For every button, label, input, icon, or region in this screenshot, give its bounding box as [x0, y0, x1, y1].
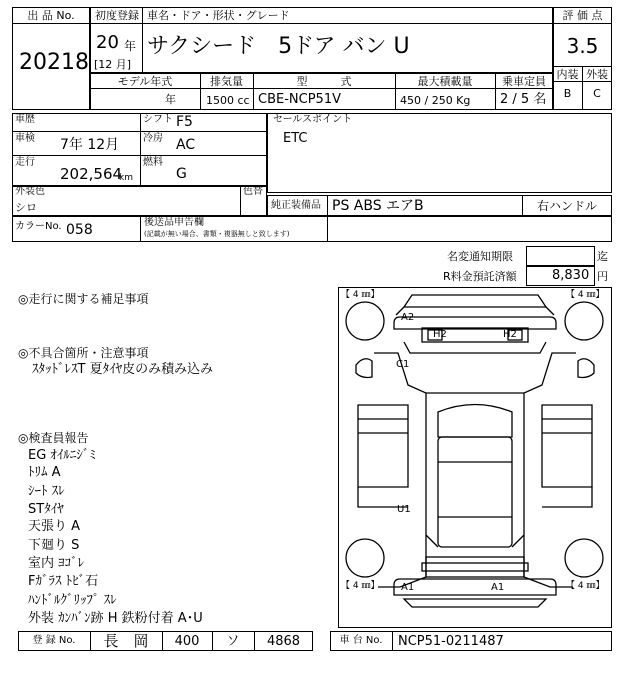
- shift-label: シフト: [143, 114, 173, 125]
- fuel-label: 燃料: [143, 157, 163, 168]
- inspection-value: 7年 12月: [60, 137, 120, 153]
- defect-note-line: ｽﾀｯﾄﾞﾚｽT 夏ﾀｲﾔ皮のみ積み込み: [32, 362, 214, 377]
- equipment-value: PS ABS エアB: [332, 198, 424, 214]
- color-change-label: 色替: [243, 186, 263, 197]
- chassis-label: 車 台 No.: [339, 635, 383, 646]
- tire-front-left: [346, 302, 384, 340]
- sales-point-value: ETC: [283, 131, 308, 146]
- model-year-unit: 年: [165, 93, 176, 106]
- inspector-line: STﾀｲﾔ: [28, 502, 64, 517]
- tire-front-right: [565, 302, 603, 340]
- interior-label: 内装: [556, 68, 579, 81]
- car-name-label: 車名・ドア・形状・グレード: [147, 9, 290, 22]
- shift-value: F5: [176, 114, 193, 130]
- displacement: 1500 cc: [206, 94, 250, 107]
- damage-mark-u1: U1: [397, 504, 411, 515]
- aftermarket-label: 後送品申告欄: [144, 217, 204, 228]
- name-change-deadline: [526, 246, 595, 266]
- model-year-label: モデル年式: [117, 75, 173, 88]
- type-label: 型 式: [296, 75, 352, 88]
- damage-mark-a1-left: A1: [401, 582, 415, 593]
- color-number-label: カラーNo.: [15, 221, 62, 232]
- driving-notes-title: ◎走行に関する補足事項: [18, 292, 149, 306]
- inspector-line: ﾊﾝﾄﾞﾙｸﾞﾘｯﾌﾟ ｽﾚ: [28, 593, 117, 608]
- tire-depth-front-left: 【 4 ㎜】: [341, 290, 380, 300]
- max-load: 450 / 250 Kg: [400, 94, 471, 107]
- max-load-label: 最大積載量: [417, 75, 473, 88]
- lot-number: 20218: [19, 50, 89, 75]
- color-value: シロ: [15, 201, 37, 214]
- damage-mark-h2-left: H2: [433, 329, 447, 340]
- lot-number-label: 出 品 No.: [27, 9, 75, 22]
- inspector-line: 下廻り S: [28, 538, 80, 553]
- mileage-unit: km: [119, 173, 133, 183]
- equipment-label: 純正装備品: [271, 200, 321, 211]
- car-outline: [338, 287, 612, 628]
- registration-number: 4868: [266, 634, 301, 649]
- interior-grade: B: [563, 87, 572, 100]
- ac-value: AC: [176, 137, 196, 153]
- defect-notes-title: ◎不具合箇所・注意事項: [18, 346, 149, 360]
- name-change-label: 名変通知期限: [447, 250, 513, 263]
- front-bumper: [394, 317, 556, 329]
- damage-mark-a1-right: A1: [491, 582, 505, 593]
- tire-depth-front-right: 【 4 ㎜】: [566, 290, 605, 300]
- displacement-label: 排気量: [210, 75, 243, 88]
- damage-mark-h2-right: H2: [503, 329, 517, 340]
- tire-rear-left: [346, 539, 384, 577]
- exterior-label: 外装: [586, 68, 608, 81]
- first-registration-month: [12 月]: [94, 58, 132, 71]
- ac-label: 冷房: [143, 133, 163, 144]
- mileage-value: 202,564: [60, 165, 123, 183]
- inspector-line: 天張り A: [28, 519, 81, 534]
- mileage-label: 走行: [15, 157, 35, 168]
- capacity: 2 / 5 名: [500, 92, 547, 107]
- registration-label: 登 録 No.: [32, 635, 76, 646]
- registration-region: 長 岡: [103, 632, 149, 650]
- registration-class: 400: [174, 634, 200, 649]
- tire-depth-rear-left: 【 4 ㎜】: [341, 581, 380, 591]
- damage-mark-a2: A2: [401, 312, 415, 323]
- recycle-fee-label: R料金預託済額: [443, 270, 517, 283]
- inspector-report-title: ◎検査員報告: [18, 431, 89, 445]
- color-number: 058: [66, 222, 93, 238]
- rating-label: 評 価 点: [562, 9, 603, 22]
- color-label: 外装色: [15, 186, 45, 197]
- tire-rear-right: [565, 539, 603, 577]
- damage-mark-c1: C1: [396, 359, 410, 370]
- handle-position: 右ハンドル: [536, 199, 597, 213]
- first-registration-label: 初度登録: [95, 9, 139, 22]
- fuel-value: G: [176, 166, 187, 182]
- rear-bumper: [394, 579, 556, 595]
- inspector-line: 室内 ﾖｺﾞﾚ: [28, 556, 85, 571]
- inspector-line: ﾄﾘﾑ A: [28, 465, 61, 480]
- name-change-unit: 迄: [597, 250, 608, 263]
- rating-score: 3.5: [566, 34, 599, 58]
- capacity-label: 乗車定員: [502, 75, 546, 88]
- car-name: サクシード 5ドア バン U: [147, 34, 410, 59]
- registration-kana: ソ: [226, 634, 240, 649]
- aftermarket-note: (記載が無い場合、書類・複器無しと致します): [144, 230, 290, 238]
- chassis-number: NCP51-0211487: [398, 634, 504, 649]
- sales-point-label: セールスポイント: [273, 114, 353, 125]
- model-type: CBE-NCP51V: [258, 92, 341, 107]
- inspector-line: 外装 ｶﾝﾊﾞﾝ跡 H 鉄粉付着 A･U: [28, 611, 203, 626]
- inspector-line: ｼｰﾄ ｽﾚ: [28, 484, 65, 499]
- inspector-line: EG ｵｲﾙﾆｼﾞﾐ: [28, 448, 96, 463]
- history-label: 車歴: [15, 114, 35, 125]
- exterior-grade: C: [593, 87, 601, 100]
- year-unit: 年: [124, 39, 137, 53]
- recycle-fee-unit: 円: [597, 270, 608, 283]
- tire-depth-rear-right: 【 4 ㎜】: [566, 581, 605, 591]
- first-registration-year: 20: [96, 32, 119, 53]
- recycle-fee: 8,830: [552, 268, 590, 283]
- inspector-line: Fｶﾞﾗｽ ﾄﾋﾞ石: [28, 574, 99, 589]
- inspection-label: 車検: [15, 133, 35, 144]
